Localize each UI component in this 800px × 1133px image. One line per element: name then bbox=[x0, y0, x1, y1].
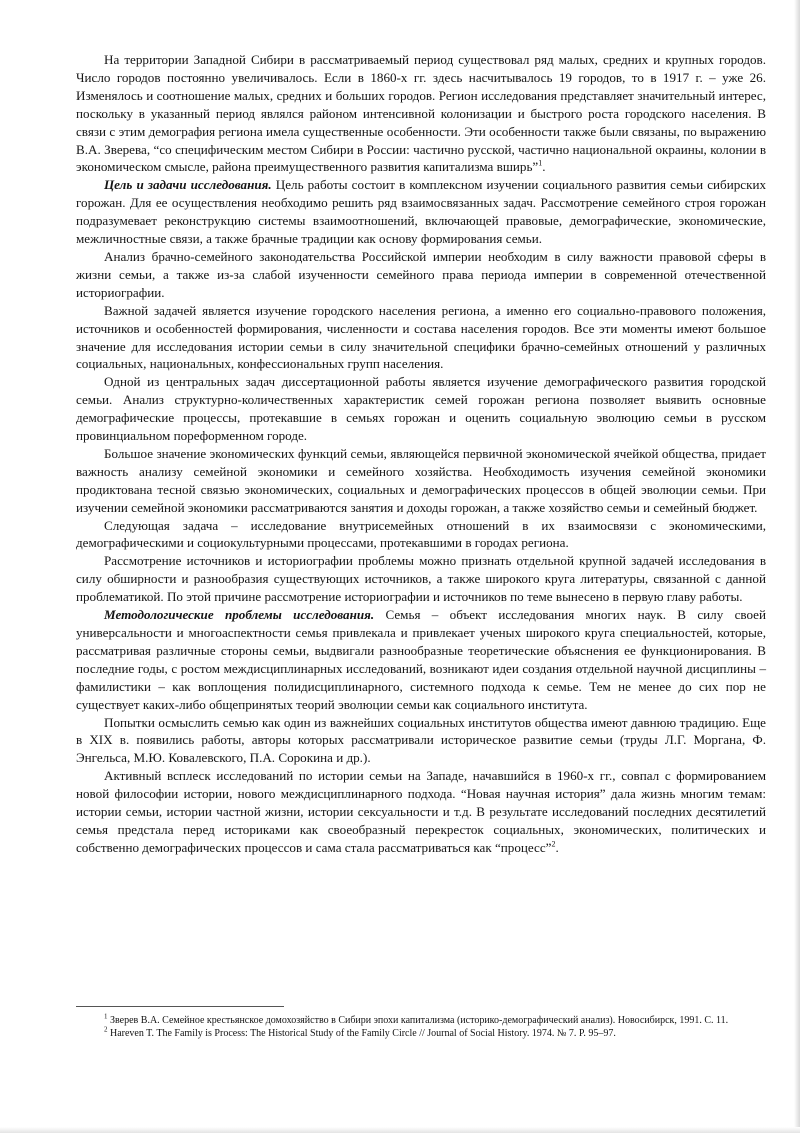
paragraph-6: Большое значение экономических функций семьи, являющейся первичной экономической ячейкой общества, придает важность анализу семейной экономики и семейного хозяйства. Необходимость изучения семейной экономики продиктована тесной связью экономических, социальных и демографических процессов в общей эволюции семьи. При изучении семейной экономики рассматриваются занятия и доходы горожан, а также хозяйство семьи и семейный бюджет. bbox=[76, 445, 766, 515]
footnote-ref-1[interactable]: 1 bbox=[538, 159, 543, 169]
document-body bbox=[76, 51, 766, 857]
paragraph-10: Попытки осмыслить семью как один из важнейших социальных институтов общества имеют давнюю традицию. Еще в XIX в. появились работы, авторы которых рассматривали историческое развитие семьи (труды Л.Г. Моргана, Ф. Энгельса, М.Ю. Ковалевского, П.А. Сорокина и др.). bbox=[76, 714, 766, 766]
footnote-divider bbox=[76, 1006, 284, 1007]
paragraph-2: Цель и задачи исследования. Цель работы состоит в комплексном изучении социального развития семьи сибирских горожан. Для ее осуществления необходимо решить ряд взаимосвязанных задач. Рассмотрение семейного строя горожан подразумевает реконструкцию системы взаимоотношений, включающей правовые, демографические, экономические, межличностные связи, а также брачные традиции как основу формирования семьи. bbox=[76, 177, 767, 247]
paragraph-1: На территории Западной Сибири в рассматриваемый период существовал ряд малых, средних и крупных городов. Число городов постоянно увеличивалось. Если в 1860-х гг. здесь насчитывалось 19 городов, то в 1917 г. – уже 26. Изменялось и соотношение малых, средних и больших городов. Регион исследования представляет значительный интерес, поскольку в указанный период являлся районом интенсивной колонизации и быстрого роста городского населения. В связи с этим демография региона имела существенные особенности. Эти особенности также были связаны, по выражению В.А. Зверева, “со специфическим местом Сибири в России: частично русской, частично национальной окраины, колонии в экономическом смысле, района преимущественного развития капитализма вширь”$^1$. bbox=[76, 52, 766, 175]
scan-edge-shadow bbox=[794, 0, 800, 1133]
footnote-1 bbox=[76, 1014, 766, 1027]
footnote-text: Зверев В.А. Семейное крестьянское домохозяйство в Сибири эпохи капитализма (историко-демографический анализ). Новосибирск, 1991. С. 11. bbox=[110, 1015, 729, 1026]
footnote-number: 2 bbox=[104, 1025, 108, 1034]
paragraph-4: Важной задачей является изучение городского населения региона, а именно его социально-правового положения, источников и особенностей формирования, численности и состава населения городов. Все эти моменты имеют большое значение для исследования истории семьи в силу значительной специфики брачно-семейных отношений у различных социальных, национальных, конфессиональных групп населения. bbox=[76, 302, 766, 372]
paragraph-3: Анализ брачно-семейного законодательства Российской империи необходим в силу важности правовой сферы в жизни семьи, а также из-за слабой изученности семейного права периода империи в современной отечественной историографии. bbox=[76, 248, 766, 300]
section-heading-methodology: Методологические проблемы исследования. bbox=[104, 607, 375, 623]
paragraph-9: Методологические проблемы исследования. Семья – объект исследования многих наук. В силу своей универсальности и многоаспектности семья привлекала и привлекает ученых широкого круга специальностей, которые, рассматривая различные стороны семьи, выдвигали разнообразные теоретические объяснения ее функционирования. В последние годы, с ростом междисциплинарных исследований, возникают идеи создания отдельной научной дисциплины – фамилистики – как воплощения полидисциплинарного, системного подхода к семье. Тем не менее до сих пор не существует каких-либо общепринятых теорий эволюции семьи как социального института. bbox=[76, 607, 766, 712]
footnote-text: Hareven T. The Family is Process: The Historical Study of the Family Circle // Journal of Social History. 1974. № 7. P. 95–97. bbox=[110, 1028, 616, 1039]
paragraph-8: Рассмотрение источников и историографии проблемы можно признать отдельной крупной задачей исследования в силу обширности и разнообразия существующих источников, а также широкого круга литературы, связанной с данной проблематикой. По этой причине рассмотрение историографии и источников по теме вынесено в первую главу работы. bbox=[76, 553, 766, 605]
footnote-2 bbox=[76, 1027, 766, 1040]
section-heading-goals: Цель и задачи исследования. bbox=[104, 177, 272, 193]
footnote-number: 1 bbox=[104, 1012, 108, 1021]
paragraph-7: Следующая задача – исследование внутрисемейных отношений в их взаимосвязи с экономическими, демографическими и социокультурными процессами, протекавшими в городах региона. bbox=[76, 517, 766, 551]
footnotes bbox=[76, 1014, 766, 1040]
scan-bottom-shadow bbox=[0, 1127, 800, 1133]
paragraph-11: Активный всплеск исследований по истории семьи на Западе, начавшийся в 1960-х гг., совпал с формированием новой философии истории, нового междисциплинарного подхода. “Новая научная история” дала жизнь многим темам: истории семьи, истории частной жизни, истории сексуальности и т.д. В результате исследований последних десятилетий семья предстала перед историками как своеобразный перекресток социальных, экономических, политических и собственно демографических процессов и сама стала рассматриваться как “процесс”$^2$. bbox=[76, 768, 766, 855]
footnote-ref-2[interactable]: 2 bbox=[551, 839, 556, 849]
paragraph-5: Одной из центральных задач диссертационной работы является изучение демографического развития городской семьи. Анализ структурно-количественных характеристик семей горожан региона позволяет выявить основные демографические процессы, протекавшие в семьях горожан и оценить социальную эволюцию семьи в русском провинциальном пореформенном городе. bbox=[76, 374, 766, 444]
